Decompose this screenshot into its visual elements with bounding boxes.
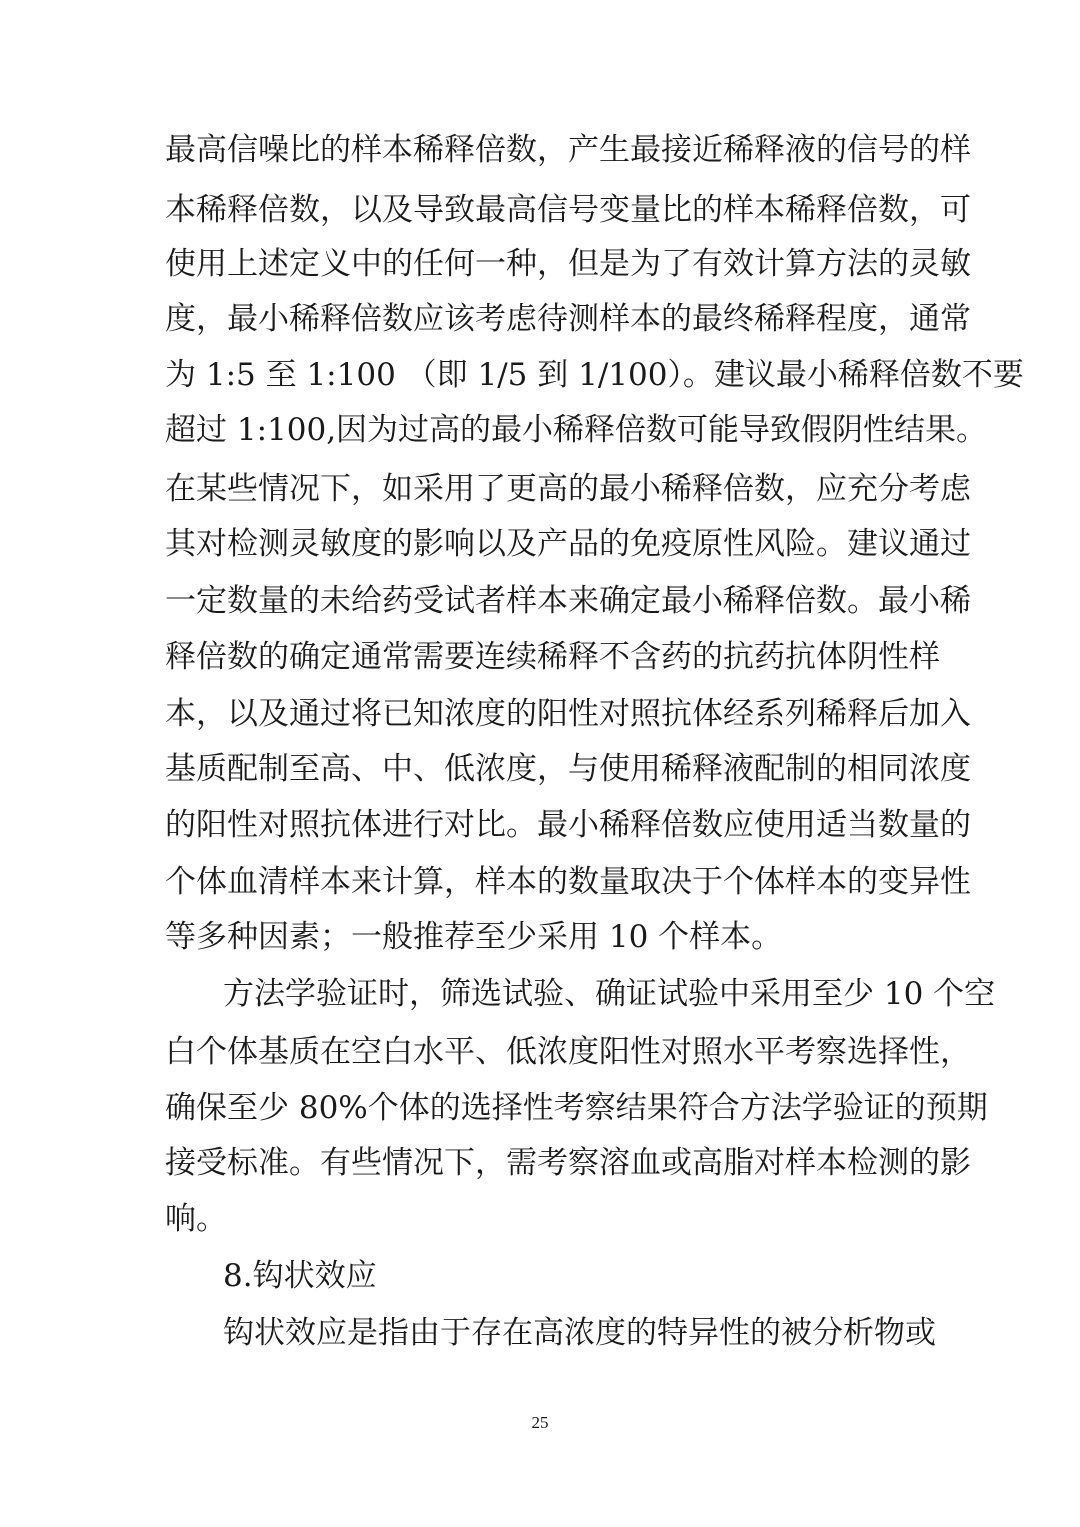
page-number: 25	[531, 1413, 549, 1432]
text-line: 响。	[165, 1201, 227, 1237]
text-line: 在某些情况下，如采用了更高的最小稀释倍数，应充分考虑	[165, 471, 971, 507]
text-line: 度，最小稀释倍数应该考虑待测样本的最终稀释程度，通常	[165, 301, 971, 337]
text-line: 为 1:5 至 1:100 （即 1/5 到 1/100）。建议最小稀释倍数不要	[165, 357, 1024, 393]
text-line: 方法学验证时，筛选试验、确证试验中采用至少 10 个空	[223, 976, 996, 1012]
text-line: 的阳性对照抗体进行对比。最小稀释倍数应使用适当数量的	[165, 807, 971, 843]
text-line: 钩状效应是指由于存在高浓度的特异性的被分析物或	[223, 1315, 936, 1351]
text-line: 白个体基质在空白水平、低浓度阳性对照水平考察选择性，	[165, 1034, 971, 1070]
text-line: 确保至少 80%个体的选择性考察结果符合方法学验证的预期	[165, 1090, 988, 1126]
text-line: 其对检测灵敏度的影响以及产品的免疫原性风险。建议通过	[165, 526, 971, 562]
text-line: 个体血清样本来计算，样本的数量取决于个体样本的变异性	[165, 864, 971, 900]
text-line: 基质配制至高、中、低浓度，与使用稀释液配制的相同浓度	[165, 751, 971, 787]
text-line: 超过 1:100,因为过高的最小稀释倍数可能导致假阴性结果。	[165, 412, 988, 448]
text-line: 接受标准。有些情况下，需考察溶血或高脂对样本检测的影	[165, 1145, 971, 1181]
section-heading: 8.钩状效应	[223, 1258, 377, 1294]
text-line: 本，以及通过将已知浓度的阳性对照抗体经系列稀释后加入	[165, 696, 971, 732]
text-line: 本稀释倍数，以及导致最高信号变量比的样本稀释倍数，可	[165, 192, 971, 228]
text-line: 使用上述定义中的任何一种，但是为了有效计算方法的灵敏	[165, 246, 971, 282]
text-line: 等多种因素；一般推荐至少采用 10 个样本。	[165, 919, 783, 955]
text-line: 一定数量的未给药受试者样本来确定最小稀释倍数。最小稀	[165, 583, 971, 619]
text-line: 最高信噪比的样本稀释倍数，产生最接近稀释液的信号的样	[165, 132, 971, 168]
text-line: 释倍数的确定通常需要连续稀释不含药的抗药抗体阴性样	[165, 639, 940, 675]
